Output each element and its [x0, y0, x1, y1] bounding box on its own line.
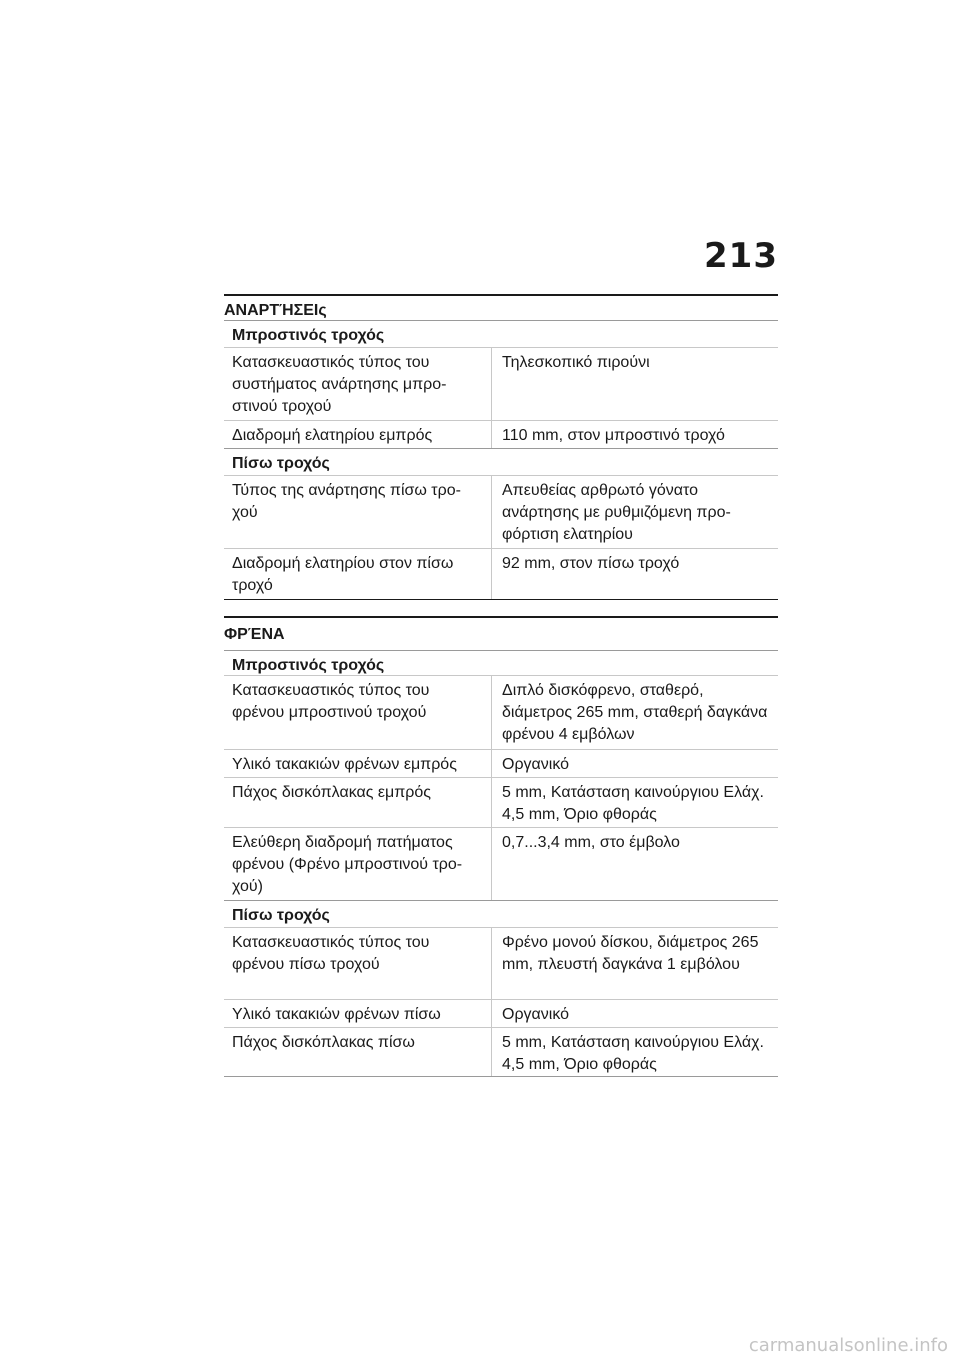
row-label: Ελεύθερη διαδρομή πατήματος φρένου (Φρένο μπροστινού τρο-χού) — [224, 828, 492, 900]
row-value: Τηλεσκοπικό πιρούνι — [502, 354, 650, 371]
row-value: Οργανικό — [502, 756, 570, 773]
row-label: Διαδρομή ελατηρίου εμπρός — [224, 421, 492, 448]
table-row — [224, 827, 778, 900]
row-label: Κατασκευαστικός τύπος του φρένου πίσω τροχού — [224, 928, 492, 999]
group-heading-rear: Πίσω τροχός — [224, 448, 778, 475]
table-row — [224, 420, 778, 448]
section-end-rule — [224, 599, 778, 600]
table-row — [224, 548, 778, 599]
table-row — [224, 999, 778, 1027]
row-label: Κατασκευαστικός τύπος του φρένου μπροστινού τροχού — [224, 676, 492, 749]
group-heading-front: Μπροστινός τροχός — [224, 650, 778, 675]
table-row — [224, 749, 778, 777]
table-row — [224, 927, 778, 999]
row-value: Οργανικό — [502, 1006, 570, 1023]
row-value: 110 mm, στον μπροστινό τροχό — [502, 427, 725, 444]
row-label: Κατασκευαστικός τύπος του συστήματος ανάρτησης μπρο-στινού τροχού — [224, 348, 492, 420]
table-row — [224, 1027, 778, 1076]
section-suspension — [224, 294, 778, 600]
group-heading-front: Μπροστινός τροχός — [224, 320, 778, 347]
table-row — [224, 347, 778, 420]
row-value: Απευθείας αρθρωτό γόνατο ανάρτησης με ρυθμιζόμενη προ-φόρτιση ελατηρίου — [502, 482, 731, 543]
row-label: Τύπος της ανάρτησης πίσω τρο-χού — [224, 476, 492, 548]
row-label: Πάχος δισκόπλακας πίσω — [224, 1028, 492, 1076]
row-label: Υλικό τακακιών φρένων εμπρός — [224, 750, 492, 777]
row-value: 5 mm, Κατάσταση καινούργιου Ελάχ. 4,5 mm, Όριο φθοράς — [502, 784, 764, 823]
row-value: 5 mm, Κατάσταση καινούργιου Ελάχ. 4,5 mm, Όριο φθοράς — [502, 1034, 764, 1073]
row-value: 92 mm, στον πίσω τροχό — [502, 555, 680, 572]
section-end-rule — [224, 1076, 778, 1077]
row-value: Διπλό δισκόφρενο, σταθερό, διάμετρος 265 mm, σταθερή δαγκάνα φρένου 4 εμβόλων — [502, 682, 768, 743]
row-value: 0,7...3,4 mm, στο έμβολο — [502, 834, 680, 851]
table-row — [224, 777, 778, 827]
row-label: Πάχος δισκόπλακας εμπρός — [224, 778, 492, 827]
table-row — [224, 675, 778, 749]
page-number: 213 — [704, 236, 778, 276]
section-title: ΦΡΈΝΑ — [224, 616, 778, 650]
section-title: ΑΝΑΡΤΉΣΕΙς — [224, 294, 778, 320]
row-label: Διαδρομή ελατηρίου στον πίσω τροχό — [224, 549, 492, 599]
row-value: Φρένο μονού δίσκου, διάμετρος 265 mm, πλευστή δαγκάνα 1 εμβόλου — [502, 934, 759, 973]
group-heading-rear: Πίσω τροχός — [224, 900, 778, 927]
section-brakes — [224, 616, 778, 1077]
table-row — [224, 475, 778, 548]
watermark-link[interactable]: carmanualsonline.info — [748, 1335, 948, 1356]
row-label: Υλικό τακακιών φρένων πίσω — [224, 1000, 492, 1027]
